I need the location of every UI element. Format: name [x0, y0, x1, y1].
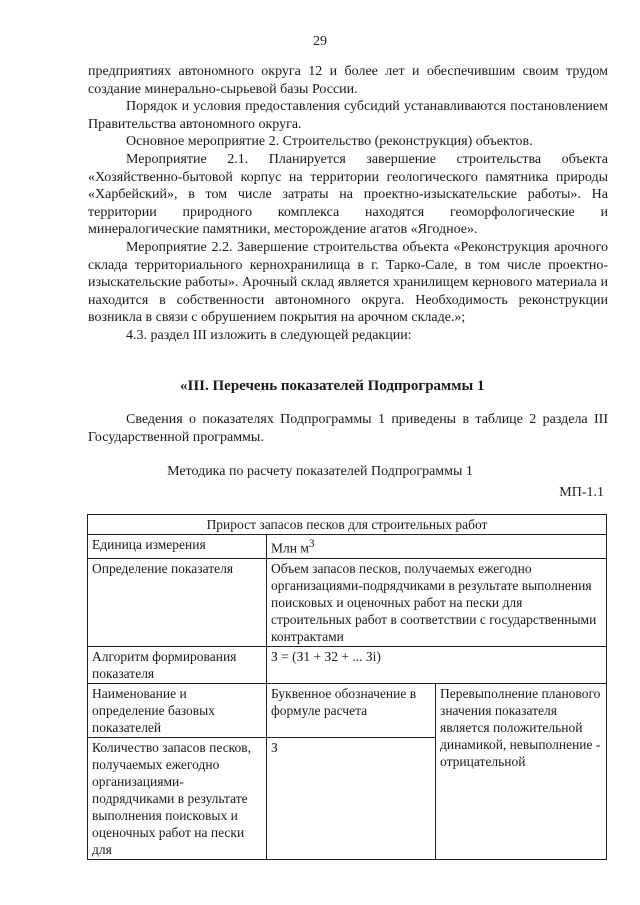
paragraph-main-event-2: Основное мероприятие 2. Строительство (реконструкция) объектов.: [126, 134, 533, 150]
paragraph-subsidies: Порядок и условия предоставления субсидий устанавливаются постановлением Правительства автономного округа.: [88, 99, 608, 132]
table-row: [88, 535, 607, 559]
interpretation: Перевыполнение планового значения показателя является положительной динамикой, невыполнение - отрицательной: [436, 683, 607, 859]
paragraph-continuation: предприятиях автономного округа 12 и более лет и обеспечившим своим трудом создание минерально-сырьевой базы России.: [88, 64, 608, 97]
table-row: [88, 683, 607, 737]
indicator-table: [87, 514, 607, 860]
method-title: Методика по расчету показателей Подпрограммы 1: [167, 464, 473, 479]
unit-superscript: 3: [308, 538, 315, 550]
table-title-row: [88, 515, 607, 535]
definition-label: Определение показателя: [88, 558, 267, 646]
algorithm-value: З = (З1 + З2 + ... Зi): [267, 646, 607, 683]
algorithm-label: Алгоритм формирования показателя: [88, 646, 267, 683]
unit-value: Млн м: [271, 540, 309, 556]
unit-value-cell: [267, 535, 607, 559]
paragraph-event-2-2: Мероприятие 2.2. Завершение строительства объекта «Реконструкция арочного склада территориального кернохранилища в г. Тарко-Сале, в том числе проектно-изыскательские работы». Арочный склад является хранилищем кернового материала и находится в собственности автономного округа. Необходимость реконструкции возникла в связи с обрушением покрытия на арочном складе.»;: [88, 239, 608, 326]
table-row: [88, 558, 607, 646]
paragraph-event-2-1: Мероприятие 2.1. Планируется завершение строительства объекта «Хозяйственно-бытовой корпус на территории геологического памятника природы «Харбейский», в том числе затраты на проектно-изыскательские работы». На территории природного комплекса находятся геоморфологические и минералогические памятники, месторождение агатов «Ягодное».: [88, 151, 608, 238]
section-heading: «III. Перечень показателей Подпрограммы 1: [180, 378, 485, 394]
table-title: Прирост запасов песков для строительных работ: [88, 515, 607, 535]
page-number: 29: [313, 34, 327, 49]
paragraph-section-change: 4.3. раздел III изложить в следующей редакции:: [126, 327, 412, 343]
row-name: Количество запасов песков, получаемых ежегодно организациями-подрядчиками в результате выполнения поисковых и оценочных работ на пески для: [88, 737, 267, 859]
row-symbol: З: [267, 737, 436, 859]
info-paragraph: Сведения о показателях Подпрограммы 1 приведены в таблице 2 раздела III Государственной программы.: [88, 412, 608, 445]
unit-label: Единица измерения: [88, 535, 267, 559]
body-text: [88, 63, 608, 345]
definition-value: Объем запасов песков, получаемых ежегодно организациями-подрядчиками в результате выполнения поисковых и оценочных работ на пески для строительных работ в соответствии с государственными контрактами: [267, 558, 607, 646]
method-code: МП-1.1: [559, 485, 604, 500]
table-row: [88, 646, 607, 683]
base-label: Наименование и определение базовых показателей: [88, 683, 267, 737]
base-symbol-label: Буквенное обозначение в формуле расчета: [267, 683, 436, 737]
